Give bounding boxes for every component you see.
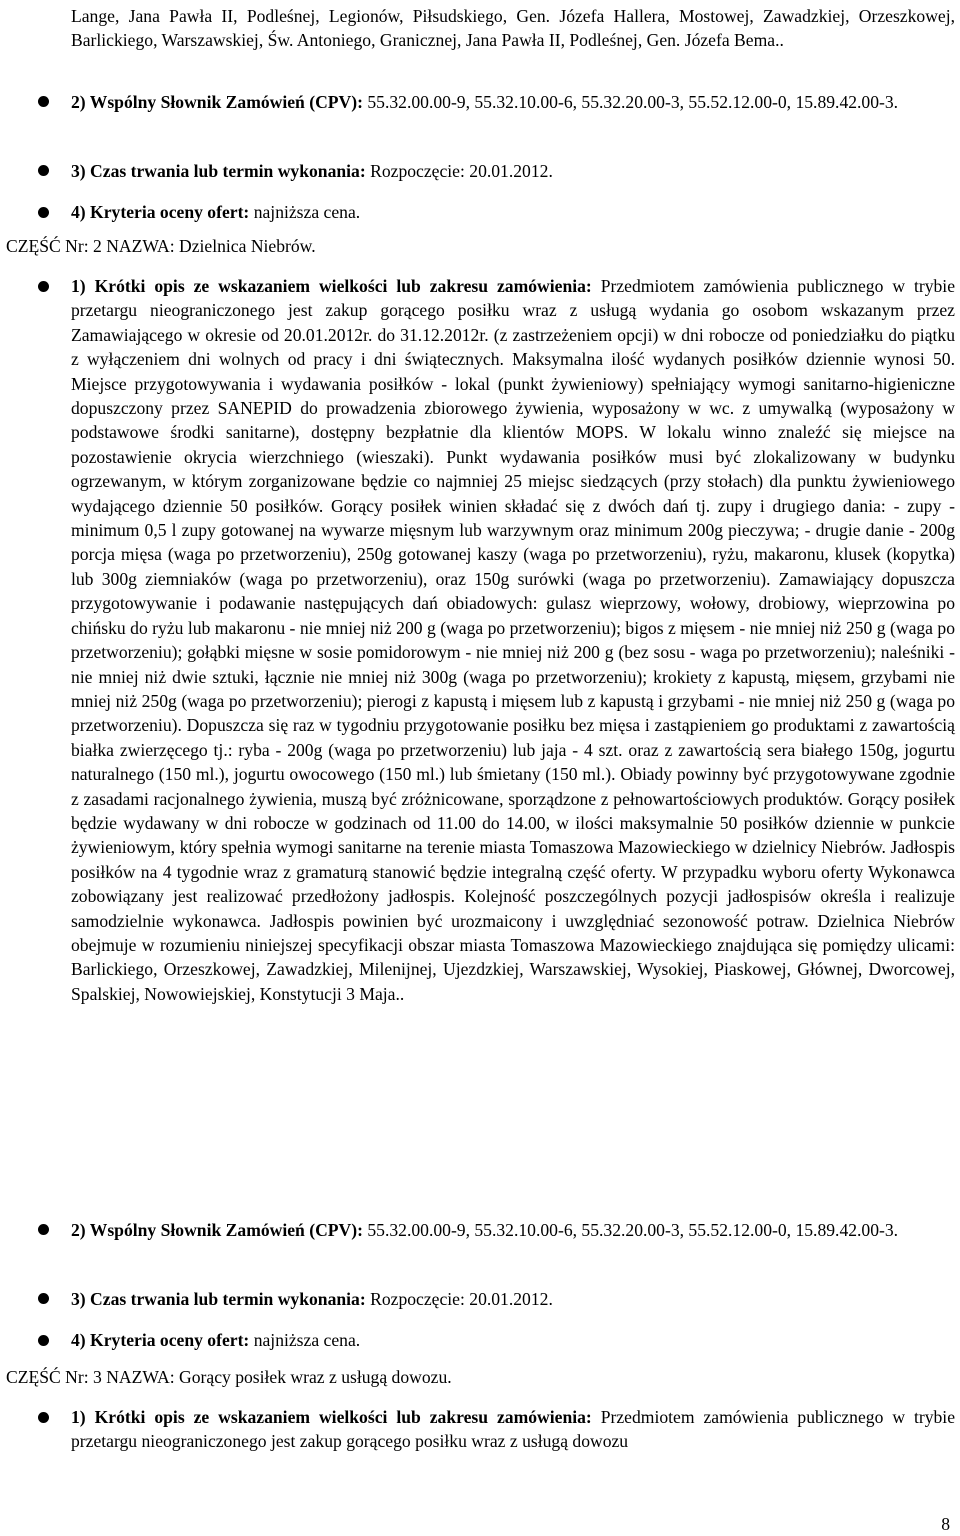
part-name-value: Dzielnica Niebrów. [174, 236, 316, 256]
criteria-label: 4) Kryteria oceny ofert: [71, 202, 250, 222]
bullet-icon [38, 281, 49, 292]
page-number: 8 [941, 1514, 950, 1534]
part-2-heading [6, 234, 946, 258]
bullet-icon [38, 207, 49, 218]
criteria-value: najniższa cena. [249, 1330, 361, 1350]
bullet-icon [38, 1412, 49, 1423]
criteria-label: 4) Kryteria oceny ofert: [71, 1330, 250, 1350]
criteria-item [71, 200, 955, 224]
description-item [71, 1405, 955, 1454]
cpv-label: 2) Wspólny Słownik Zamówień (CPV): [71, 92, 363, 112]
description-value: Przedmiotem zamówienia publicznego w trybie przetargu nieograniczonego jest zakup gorącego posiłku wraz z usługą wydania go osobom wskazanym przez Zamawiającego w okresie od 20.01.2012r. do 31.12.2012r. (z zastrzeżeniem opcji) w dni robocze od poniedziałku do piątku z wyłączeniem dni wolnych od pracy i dni świątecznych. Maksymalna ilość wydanych posiłków dziennie wynosi 50. Miejsce przygotowywania i wydawania posiłków - lokal (punkt żywieniowy) spełniający wymogi sanitarno-higieniczne dopuszczony przez SANEPID do prowadzenia zbiorowego żywienia, wyposażony w wc. z umywalką (wyposażony w podstawowe środki sanitarne), dostępny bezpłatnie dla klientów MOPS. W lokalu winno znaleźć się miejsce na pozostawienie okrycia wierzchniego (wieszaki). Punkt wydawania posiłków musi być zlokalizowany w budynku ogrzewanym, w którym zorganizowane będzie co najmniej 25 miejsc siedzących (przy stołach) dla punktu żywieniowego wydającego dziennie 50 posiłków. Gorący posiłek winien składać się z dwóch dań tj. zupy i drugiego dania: - zupy - minimum 0,5 l zupy gotowanej na wywarze mięsnym lub warzywnym oraz minimum 200g pieczywa; - drugie danie - 200g porcja mięsa (waga po przetworzeniu), 250g gotowanej kaszy (waga po przetworzeniu), ryżu, makaronu, klusek (kopytka) lub 300g ziemniaków (waga po przetworzeniu), oraz 150g surówki (waga po przetworzeniu). Zamawiający dopuszcza przygotowywanie i podawanie następujących dań obiadowych: gulasz wieprzowy, wołowy, drobiowy, wieprzowina po chińsku do ryżu lub makaronu - nie mniej niż 200 g (waga po przetworzeniu); bigos z mięsem - nie mniej niż 250 g (waga po przetworzeniu); gołąbki mięsne w sosie pomidorowym - nie mniej niż 200 g (bez sosu - waga po przetworzeniu); naleśniki - nie mniej niż dwie sztuki, łącznie nie mniej niż 300g (waga po przetworzeniu); krokiety z kapustą, mięsem, grzybami nie mniej niż 250g (waga po przetworzeniu); pierogi z kapustą i mięsem lub z kapustą i grzybami - nie mniej niż 250 g (waga po przetworzeniu). Dopuszcza się raz w tygodniu przygotowanie posiłku bez mięsa i zastąpieniem go produktami z zawartością białka zwierzęcego tj.: ryba - 200g (waga po przetworzeniu) lub jaja - 4 szt. oraz z zawartością sera białego 150g, jogurtu naturalnego (150 ml.), jogurtu owocowego (150 ml.) lub śmietany (150 ml.). Obiady powinny być przygotowywane zgodnie z zasadami racjonalnego żywienia, muszą być zróżnicowane, sporządzone z pełnowartościowych produktów. Gorący posiłek będzie wydawany w dni robocze w godzinach od 11.00 do 14.00, w ilości maksymalnie 50 posiłków dziennie w punkcie żywieniowym, który spełnia wymogi sanitarne na terenie miasta Tomaszowa Mazowieckiego w dzielnicy Niebrów. Jadłospis posiłków na 4 tygodnie wraz z gramaturą stanowić będzie integralną część oferty. W przypadku wyboru oferty Wykonawca zobowiązany jest realizować przedłożony jadłospis. Kolejność poszczególnych pozycji jadłospisów określa i realizuje samodzielnie wykonawca. Jadłospis powinien być urozmaicony i uwzględniać sezonowość potraw. Dzielnica Niebrów obejmuje w rozumieniu niniejszej specyfikacji obszar miasta Tomaszowa Mazowieckiego znajdująca się pomiędzy ulicami: Barlickiego, Orzeszkowej, Zawadzkiej, Milenijnej, Ujezdzkiej, Warszawskiej, Wysokiej, Piaskowej, Głównej, Dworcowej, Spalskiej, Nowowiejskiej, Konstytucji 3 Maja.. [71, 276, 956, 1004]
time-label: 3) Czas trwania lub termin wykonania: [71, 1289, 366, 1309]
part-name-label: NAZWA: [106, 1367, 175, 1387]
criteria-value: najniższa cena. [249, 202, 361, 222]
time-label: 3) Czas trwania lub termin wykonania: [71, 161, 366, 181]
description-value: Przedmiotem zamówienia publicznego w trybie przetargu nieograniczonego jest zakup gorącego posiłku wraz z usługą dowozu [71, 1407, 956, 1452]
part-name-label: NAZWA: [106, 236, 175, 256]
description-label: 1) Krótki opis ze wskazaniem wielkości lub zakresu zamówienia: [71, 276, 592, 296]
description-label: 1) Krótki opis ze wskazaniem wielkości lub zakresu zamówienia: [71, 1407, 592, 1427]
cpv-value: 55.32.00.00-9, 55.32.10.00-6, 55.32.20.00-3, 55.52.12.00-0, 15.89.42.00-3. [362, 92, 899, 112]
bullet-icon [38, 96, 49, 107]
bullet-icon [38, 1224, 49, 1235]
cpv-item [71, 1218, 955, 1242]
cpv-value: 55.32.00.00-9, 55.32.10.00-6, 55.32.20.00-3, 55.52.12.00-0, 15.89.42.00-3. [362, 1220, 899, 1240]
criteria-item [71, 1328, 955, 1352]
cpv-label: 2) Wspólny Słownik Zamówień (CPV): [71, 1220, 363, 1240]
part-name-value: Gorący posiłek wraz z usługą dowozu. [174, 1367, 452, 1387]
part-prefix: CZĘŚĆ Nr: [6, 1367, 89, 1387]
part-number: 3 [88, 1367, 107, 1387]
description-item [71, 274, 955, 1006]
lead-paragraph: Lange, Jana Pawła II, Podleśnej, Legionów, Piłsudskiego, Gen. Józefa Hallera, Mostowej, Zawadzkiej, Orzeszkowej, Barlickiego, Warszawskiej, Św. Antoniego, Granicznej, Jana Pawła II, Podleśnej, Gen. Józefa Bema.. [71, 6, 955, 51]
bullet-icon [38, 1293, 49, 1304]
bullet-icon [38, 165, 49, 176]
part-3-heading [6, 1365, 946, 1389]
time-item [71, 1287, 955, 1311]
time-value: Rozpoczęcie: 20.01.2012. [365, 1289, 553, 1309]
time-item [71, 159, 955, 183]
cpv-item [71, 90, 955, 114]
part-number: 2 [88, 236, 107, 256]
time-value: Rozpoczęcie: 20.01.2012. [365, 161, 553, 181]
part-prefix: CZĘŚĆ Nr: [6, 236, 89, 256]
bullet-icon [38, 1335, 49, 1346]
